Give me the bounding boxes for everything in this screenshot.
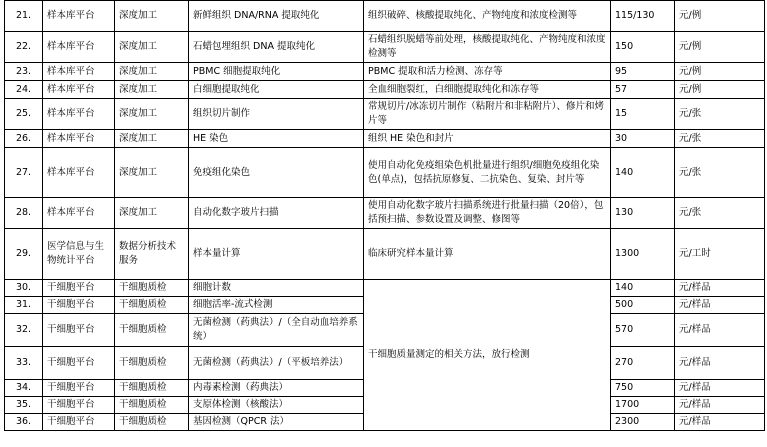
platform-cell: 医学信息与生物统计平台 — [43, 229, 115, 280]
description-cell: 临床研究样本量计算 — [364, 229, 611, 280]
price-cell: 30 — [611, 130, 675, 148]
price-cell: 140 — [611, 280, 675, 297]
category-cell: 干细胞质检 — [115, 380, 189, 397]
price-cell: 115/130 — [611, 1, 675, 32]
platform-cell: 样本库平台 — [43, 32, 115, 63]
category-cell: 深度加工 — [115, 99, 189, 130]
row-number: 36. — [5, 414, 43, 431]
row-number: 30. — [5, 280, 43, 297]
price-cell: 130 — [611, 198, 675, 229]
row-number: 34. — [5, 380, 43, 397]
platform-cell: 干细胞平台 — [43, 414, 115, 431]
price-cell: 150 — [611, 32, 675, 63]
merged-description-cell: 干细胞质量测定的相关方法，放行检测 — [364, 280, 611, 431]
item-cell: 无菌检测（药典法）/（全自动血培养系统） — [189, 314, 364, 347]
platform-cell: 干细胞平台 — [43, 347, 115, 380]
item-cell: 基因检测（QPCR 法） — [189, 414, 364, 431]
price-cell: 500 — [611, 297, 675, 314]
row-number: 27. — [5, 148, 43, 198]
platform-cell: 样本库平台 — [43, 81, 115, 99]
category-cell: 干细胞质检 — [115, 314, 189, 347]
price-cell: 15 — [611, 99, 675, 130]
unit-cell: 元/张 — [675, 148, 765, 198]
description-cell: 组织 HE 染色和封片 — [364, 130, 611, 148]
item-cell: 支原体检测（核酸法） — [189, 397, 364, 414]
item-cell: 免疫组化染色 — [189, 148, 364, 198]
platform-cell: 样本库平台 — [43, 148, 115, 198]
item-cell: 样本量计算 — [189, 229, 364, 280]
table-row — [5, 229, 765, 280]
category-cell: 数据分析技术服务 — [115, 229, 189, 280]
platform-cell: 样本库平台 — [43, 63, 115, 81]
unit-cell: 元/样品 — [675, 380, 765, 397]
price-cell: 140 — [611, 148, 675, 198]
item-cell: 内毒素检测（药典法） — [189, 380, 364, 397]
platform-cell: 样本库平台 — [43, 130, 115, 148]
table-row — [5, 81, 765, 99]
category-cell: 深度加工 — [115, 148, 189, 198]
unit-cell: 元/工时 — [675, 229, 765, 280]
price-cell: 270 — [611, 347, 675, 380]
description-cell: 全血细胞裂红，白细胞提取纯化和冻存等 — [364, 81, 611, 99]
unit-cell: 元/样品 — [675, 397, 765, 414]
category-cell: 深度加工 — [115, 63, 189, 81]
price-cell: 1300 — [611, 229, 675, 280]
description-cell: 石蜡组织脱蜡等前处理，核酸提取纯化、产物纯度和浓度检测等 — [364, 32, 611, 63]
table-row — [5, 1, 765, 32]
category-cell: 干细胞质检 — [115, 347, 189, 380]
category-cell: 干细胞质检 — [115, 414, 189, 431]
table-row — [5, 99, 765, 130]
row-number: 33. — [5, 347, 43, 380]
table-row — [5, 198, 765, 229]
fee-table — [4, 0, 765, 431]
table-row — [5, 280, 765, 297]
platform-cell: 干细胞平台 — [43, 380, 115, 397]
unit-cell: 元/样品 — [675, 297, 765, 314]
row-number: 21. — [5, 1, 43, 32]
item-cell: 新鲜组织 DNA/RNA 提取纯化 — [189, 1, 364, 32]
category-cell: 干细胞质检 — [115, 297, 189, 314]
description-cell: 使用自动化数字玻片扫描系统进行批量扫描（20倍），包括预扫描、参数设置及调整、修图等 — [364, 198, 611, 229]
category-cell: 深度加工 — [115, 130, 189, 148]
category-cell: 深度加工 — [115, 1, 189, 32]
item-cell: 自动化数字玻片扫描 — [189, 198, 364, 229]
category-cell: 干细胞质检 — [115, 397, 189, 414]
description-cell: 使用自动化免疫组染色机批量进行组织/细胞免疫组化染色(单点)，包括抗原修复、二抗染色、复染、封片等 — [364, 148, 611, 198]
description-cell: 常规切片/冰冻切片制作（粘附片和非粘附片）、修片和烤片等 — [364, 99, 611, 130]
price-cell: 95 — [611, 63, 675, 81]
price-cell: 570 — [611, 314, 675, 347]
unit-cell: 元/例 — [675, 63, 765, 81]
category-cell: 干细胞质检 — [115, 280, 189, 297]
price-cell: 2300 — [611, 414, 675, 431]
item-cell: 无菌检测（药典法）/（平板培养法） — [189, 347, 364, 380]
unit-cell: 元/例 — [675, 1, 765, 32]
unit-cell: 元/张 — [675, 198, 765, 229]
row-number: 35. — [5, 397, 43, 414]
row-number: 26. — [5, 130, 43, 148]
platform-cell: 干细胞平台 — [43, 314, 115, 347]
price-cell: 1700 — [611, 397, 675, 414]
category-cell: 深度加工 — [115, 81, 189, 99]
unit-cell: 元/例 — [675, 81, 765, 99]
table-row — [5, 130, 765, 148]
unit-cell: 元/样品 — [675, 347, 765, 380]
row-number: 22. — [5, 32, 43, 63]
description-cell: 组织破碎、核酸提取纯化、产物纯度和浓度检测等 — [364, 1, 611, 32]
row-number: 31. — [5, 297, 43, 314]
item-cell: PBMC 细胞提取纯化 — [189, 63, 364, 81]
row-number: 24. — [5, 81, 43, 99]
category-cell: 深度加工 — [115, 198, 189, 229]
item-cell: 细胞计数 — [189, 280, 364, 297]
item-cell: 石蜡包埋组织 DNA 提取纯化 — [189, 32, 364, 63]
platform-cell: 样本库平台 — [43, 198, 115, 229]
item-cell: HE 染色 — [189, 130, 364, 148]
platform-cell: 样本库平台 — [43, 99, 115, 130]
unit-cell: 元/样品 — [675, 414, 765, 431]
item-cell: 白细胞提取纯化 — [189, 81, 364, 99]
row-number: 29. — [5, 229, 43, 280]
item-cell: 组织切片制作 — [189, 99, 364, 130]
unit-cell: 元/张 — [675, 130, 765, 148]
row-number: 28. — [5, 198, 43, 229]
price-cell: 750 — [611, 380, 675, 397]
price-cell: 57 — [611, 81, 675, 99]
row-number: 23. — [5, 63, 43, 81]
unit-cell: 元/样品 — [675, 314, 765, 347]
category-cell: 深度加工 — [115, 32, 189, 63]
platform-cell: 干细胞平台 — [43, 280, 115, 297]
platform-cell: 干细胞平台 — [43, 397, 115, 414]
table-row — [5, 148, 765, 198]
table-row — [5, 32, 765, 63]
row-number: 25. — [5, 99, 43, 130]
unit-cell: 元/样品 — [675, 280, 765, 297]
unit-cell: 元/例 — [675, 32, 765, 63]
platform-cell: 干细胞平台 — [43, 297, 115, 314]
unit-cell: 元/张 — [675, 99, 765, 130]
platform-cell: 样本库平台 — [43, 1, 115, 32]
table-row — [5, 63, 765, 81]
row-number: 32. — [5, 314, 43, 347]
description-cell: PBMC 提取和活力检测、冻存等 — [364, 63, 611, 81]
item-cell: 细胞活率-流式检测 — [189, 297, 364, 314]
